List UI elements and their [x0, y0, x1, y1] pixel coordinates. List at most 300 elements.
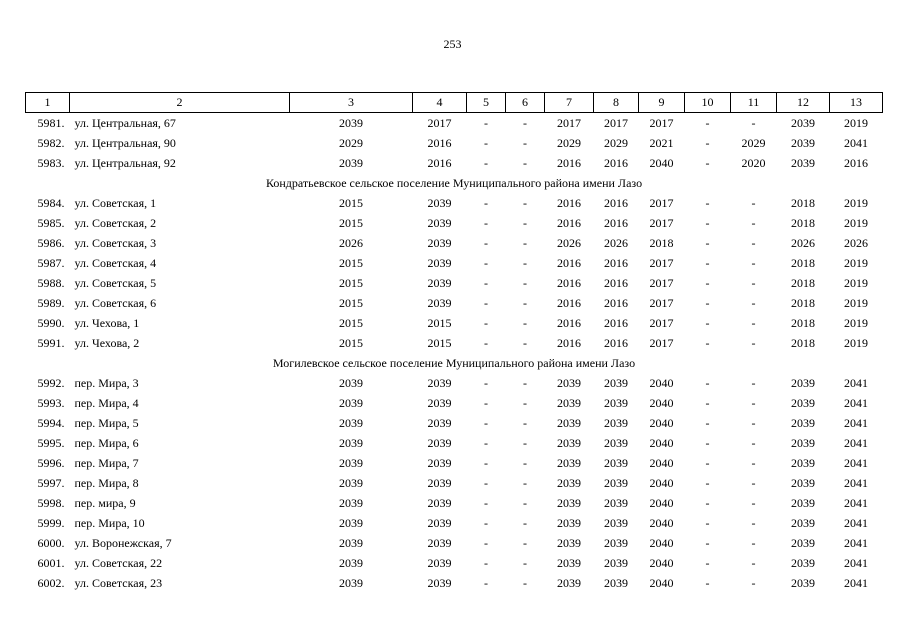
cell-col-10: - — [705, 575, 710, 590]
cell-col-3: 2015 — [339, 275, 363, 290]
cell-col-5: - — [484, 575, 488, 590]
cell-col-13: 2041 — [844, 495, 868, 510]
cell-col-11: - — [751, 275, 756, 290]
col-header: 7 — [545, 93, 594, 113]
cell-col-10: - — [705, 455, 710, 470]
cell-col-11: - — [751, 255, 756, 270]
cell-col-4: 2039 — [427, 395, 452, 410]
cell-col-10: - — [705, 535, 710, 550]
cell-col-10: - — [705, 115, 710, 130]
cell-col-12: 2039 — [791, 555, 815, 570]
cell-col-10: - — [705, 275, 710, 290]
cell-address: ул. Советская, 22 — [74, 555, 163, 570]
col-header: 13 — [830, 93, 883, 113]
cell-col-3: 2029 — [339, 135, 363, 150]
cell-col-10: - — [705, 415, 710, 430]
cell-col-10: - — [705, 255, 710, 270]
cell-col-12: 2018 — [791, 275, 815, 290]
cell-col-9: 2017 — [649, 295, 674, 310]
cell-row-number: 5989. — [37, 295, 65, 310]
cell-col-3: 2039 — [339, 115, 363, 130]
table-row — [26, 473, 883, 493]
cell-address: пер. мира, 9 — [74, 495, 136, 510]
cell-col-8: 2016 — [604, 295, 628, 310]
cell-col-3: 2039 — [339, 555, 363, 570]
cell-col-4: 2039 — [427, 255, 452, 270]
cell-col-4: 2039 — [427, 195, 452, 210]
table-row — [26, 513, 883, 533]
cell-col-4: 2039 — [427, 295, 452, 310]
cell-col-8: 2039 — [604, 515, 628, 530]
cell-col-9: 2040 — [649, 375, 674, 390]
cell-col-11: - — [751, 235, 756, 250]
cell-col-11: - — [751, 335, 756, 350]
cell-col-13: 2019 — [844, 195, 868, 210]
cell-col-11: - — [751, 475, 756, 490]
cell-col-3: 2039 — [339, 495, 363, 510]
cell-col-13: 2041 — [844, 135, 868, 150]
cell-col-7: 2016 — [557, 315, 581, 330]
cell-col-9: 2017 — [649, 195, 674, 210]
cell-col-12: 2039 — [791, 115, 815, 130]
cell-row-number: 5995. — [37, 435, 65, 450]
cell-col-7: 2029 — [557, 135, 581, 150]
table-row — [26, 533, 883, 553]
cell-col-12: 2039 — [791, 435, 815, 450]
cell-address: ул. Советская, 5 — [74, 275, 157, 290]
col-header: 4 — [413, 93, 467, 113]
cell-col-4: 2015 — [427, 315, 452, 330]
table-row — [26, 373, 883, 393]
table-row — [26, 193, 883, 213]
cell-col-10: - — [705, 395, 710, 410]
cell-col-6: - — [523, 495, 527, 510]
cell-col-4: 2039 — [427, 535, 452, 550]
cell-col-10: - — [705, 315, 710, 330]
cell-col-9: 2040 — [649, 495, 674, 510]
cell-col-13: 2041 — [844, 535, 868, 550]
cell-col-3: 2039 — [339, 575, 363, 590]
cell-col-6: - — [523, 395, 527, 410]
cell-col-9: 2017 — [649, 315, 674, 330]
cell-col-12: 2018 — [791, 195, 815, 210]
cell-col-7: 2039 — [557, 435, 581, 450]
cell-address: пер. Мира, 10 — [74, 515, 145, 530]
cell-row-number: 5984. — [37, 195, 65, 210]
cell-col-7: 2039 — [557, 495, 581, 510]
cell-col-12: 2039 — [791, 535, 815, 550]
cell-col-11: - — [751, 555, 756, 570]
cell-row-number: 5998. — [37, 495, 65, 510]
cell-row-number: 5993. — [37, 395, 65, 410]
cell-col-7: 2017 — [557, 115, 581, 130]
cell-col-3: 2039 — [339, 375, 363, 390]
cell-col-10: - — [705, 235, 710, 250]
cell-col-12: 2039 — [791, 515, 815, 530]
cell-col-13: 2019 — [844, 255, 868, 270]
cell-col-7: 2016 — [557, 255, 581, 270]
cell-col-12: 2018 — [791, 255, 815, 270]
cell-col-13: 2041 — [844, 575, 868, 590]
cell-col-11: - — [751, 415, 756, 430]
cell-address: ул. Центральная, 67 — [74, 115, 176, 130]
cell-col-10: - — [705, 155, 710, 170]
cell-col-4: 2016 — [427, 155, 452, 170]
cell-col-5: - — [484, 475, 488, 490]
cell-col-9: 2018 — [649, 235, 674, 250]
cell-col-4: 2016 — [427, 135, 452, 150]
cell-col-8: 2039 — [604, 495, 628, 510]
cell-row-number: 5983. — [37, 155, 65, 170]
table-row — [26, 413, 883, 433]
cell-col-8: 2026 — [604, 235, 628, 250]
table-row — [26, 493, 883, 513]
cell-col-12: 2039 — [791, 475, 815, 490]
cell-address: ул. Советская, 3 — [74, 235, 157, 250]
cell-col-9: 2021 — [649, 135, 674, 150]
cell-col-3: 2039 — [339, 435, 363, 450]
col-header: 6 — [506, 93, 545, 113]
cell-col-3: 2039 — [339, 475, 363, 490]
cell-col-9: 2040 — [649, 515, 674, 530]
cell-col-4: 2039 — [427, 235, 452, 250]
cell-address: пер. Мира, 5 — [74, 415, 139, 430]
cell-col-8: 2016 — [604, 335, 628, 350]
cell-col-3: 2039 — [339, 535, 363, 550]
cell-col-6: - — [523, 215, 527, 230]
cell-col-6: - — [523, 235, 527, 250]
cell-col-8: 2029 — [604, 135, 628, 150]
cell-col-5: - — [484, 495, 488, 510]
cell-address: пер. Мира, 7 — [74, 455, 139, 470]
table-row — [26, 393, 883, 413]
cell-col-6: - — [523, 455, 527, 470]
cell-col-9: 2017 — [649, 115, 674, 130]
cell-col-3: 2039 — [339, 395, 363, 410]
cell-row-number: 5987. — [37, 255, 65, 270]
cell-col-6: - — [523, 515, 527, 530]
table-row — [26, 273, 883, 293]
cell-col-11: - — [751, 535, 756, 550]
cell-col-12: 2039 — [791, 395, 815, 410]
cell-col-7: 2016 — [557, 295, 581, 310]
cell-col-12: 2018 — [791, 295, 815, 310]
cell-col-13: 2026 — [844, 235, 868, 250]
cell-col-8: 2039 — [604, 575, 628, 590]
cell-col-12: 2018 — [791, 315, 815, 330]
cell-col-6: - — [523, 315, 527, 330]
page-number: 253 — [443, 37, 462, 51]
cell-col-12: 2039 — [791, 375, 815, 390]
cell-col-11: 2020 — [741, 155, 766, 170]
cell-col-4: 2017 — [427, 115, 452, 130]
cell-row-number: 6002. — [37, 575, 65, 590]
cell-col-9: 2017 — [649, 335, 674, 350]
cell-col-4: 2039 — [427, 275, 452, 290]
cell-col-11: - — [751, 575, 756, 590]
cell-col-10: - — [705, 555, 710, 570]
cell-col-11: - — [751, 195, 756, 210]
cell-col-13: 2041 — [844, 475, 868, 490]
cell-col-5: - — [484, 195, 488, 210]
cell-col-7: 2039 — [557, 575, 581, 590]
cell-col-12: 2039 — [791, 495, 815, 510]
table-row — [26, 433, 883, 453]
cell-address: ул. Советская, 2 — [74, 215, 157, 230]
cell-col-5: - — [484, 535, 488, 550]
cell-address: ул. Советская, 4 — [74, 255, 157, 270]
cell-col-12: 2039 — [791, 135, 815, 150]
cell-col-3: 2039 — [339, 415, 363, 430]
cell-col-8: 2017 — [604, 115, 628, 130]
cell-address: пер. Мира, 6 — [74, 435, 139, 450]
cell-row-number: 5985. — [37, 215, 65, 230]
cell-col-6: - — [523, 375, 527, 390]
cell-col-9: 2040 — [649, 535, 674, 550]
cell-col-5: - — [484, 415, 488, 430]
col-header: 8 — [594, 93, 639, 113]
cell-col-13: 2016 — [844, 155, 868, 170]
cell-col-12: 2018 — [791, 215, 815, 230]
cell-col-13: 2041 — [844, 515, 868, 530]
cell-address: ул. Советская, 23 — [74, 575, 163, 590]
cell-col-8: 2016 — [604, 215, 628, 230]
cell-col-10: - — [705, 195, 710, 210]
cell-col-13: 2041 — [844, 455, 868, 470]
table-row — [26, 573, 883, 593]
cell-col-10: - — [705, 435, 710, 450]
col-header: 9 — [639, 93, 685, 113]
cell-col-6: - — [523, 195, 527, 210]
cell-col-6: - — [523, 415, 527, 430]
col-header: 3 — [290, 93, 413, 113]
cell-col-10: - — [705, 475, 710, 490]
cell-col-5: - — [484, 315, 488, 330]
cell-col-4: 2039 — [427, 435, 452, 450]
cell-col-5: - — [484, 155, 488, 170]
cell-col-8: 2039 — [604, 475, 628, 490]
cell-col-8: 2039 — [604, 415, 628, 430]
cell-row-number: 5981. — [37, 115, 65, 130]
cell-col-5: - — [484, 255, 488, 270]
table-row — [26, 113, 883, 134]
cell-row-number: 5990. — [37, 315, 65, 330]
cell-col-7: 2039 — [557, 515, 581, 530]
cell-col-3: 2026 — [339, 235, 363, 250]
cell-col-11: - — [751, 495, 756, 510]
col-header: 10 — [685, 93, 731, 113]
cell-col-6: - — [523, 335, 527, 350]
cell-col-13: 2019 — [844, 215, 868, 230]
cell-col-3: 2039 — [339, 155, 363, 170]
table-row — [26, 333, 883, 353]
cell-col-3: 2015 — [339, 295, 363, 310]
cell-address: ул. Воронежская, 7 — [74, 535, 172, 550]
cell-address: ул. Чехова, 1 — [74, 315, 140, 330]
section-row — [26, 353, 883, 373]
cell-col-7: 2039 — [557, 395, 581, 410]
cell-row-number: 6001. — [37, 555, 65, 570]
cell-col-12: 2018 — [791, 335, 815, 350]
cell-col-10: - — [705, 215, 710, 230]
cell-col-6: - — [523, 555, 527, 570]
cell-col-6: - — [523, 275, 527, 290]
cell-col-13: 2041 — [844, 375, 868, 390]
cell-col-3: 2015 — [339, 195, 363, 210]
cell-col-5: - — [484, 335, 488, 350]
cell-col-12: 2026 — [791, 235, 815, 250]
cell-col-11: - — [751, 315, 756, 330]
col-header: 5 — [467, 93, 506, 113]
table-row — [26, 153, 883, 173]
cell-col-7: 2039 — [557, 475, 581, 490]
cell-col-11: - — [751, 115, 756, 130]
cell-col-4: 2039 — [427, 495, 452, 510]
cell-col-4: 2039 — [427, 215, 452, 230]
cell-col-8: 2039 — [604, 555, 628, 570]
cell-col-6: - — [523, 295, 527, 310]
cell-col-6: - — [523, 475, 527, 490]
cell-col-9: 2040 — [649, 155, 674, 170]
table-row — [26, 213, 883, 233]
cell-row-number: 5997. — [37, 475, 65, 490]
cell-address: ул. Советская, 6 — [74, 295, 157, 310]
cell-col-4: 2039 — [427, 375, 452, 390]
col-header: 11 — [731, 93, 777, 113]
cell-col-13: 2041 — [844, 435, 868, 450]
cell-address: пер. Мира, 3 — [74, 375, 139, 390]
cell-col-7: 2039 — [557, 415, 581, 430]
cell-col-4: 2039 — [427, 575, 452, 590]
cell-col-5: - — [484, 455, 488, 470]
cell-col-6: - — [523, 535, 527, 550]
cell-col-7: 2039 — [557, 555, 581, 570]
cell-col-12: 2039 — [791, 575, 815, 590]
cell-address: ул. Центральная, 92 — [74, 155, 176, 170]
cell-col-6: - — [523, 255, 527, 270]
col-header: 2 — [70, 93, 290, 113]
cell-col-8: 2016 — [604, 155, 628, 170]
cell-row-number: 5999. — [37, 515, 65, 530]
cell-address: пер. Мира, 8 — [74, 475, 139, 490]
cell-col-6: - — [523, 575, 527, 590]
cell-col-6: - — [523, 115, 527, 130]
cell-col-7: 2039 — [557, 535, 581, 550]
register-table — [25, 92, 883, 593]
col-header: 1 — [26, 93, 70, 113]
cell-col-11: - — [751, 515, 756, 530]
cell-col-10: - — [705, 515, 710, 530]
cell-col-9: 2040 — [649, 555, 674, 570]
cell-col-12: 2039 — [791, 455, 815, 470]
cell-col-11: - — [751, 435, 756, 450]
cell-col-7: 2026 — [557, 235, 581, 250]
cell-col-9: 2017 — [649, 275, 674, 290]
cell-col-13: 2019 — [844, 275, 868, 290]
cell-col-8: 2016 — [604, 195, 628, 210]
cell-col-10: - — [705, 135, 710, 150]
cell-col-4: 2015 — [427, 335, 452, 350]
cell-col-3: 2039 — [339, 455, 363, 470]
section-row — [26, 173, 883, 193]
cell-col-7: 2039 — [557, 455, 581, 470]
cell-col-9: 2017 — [649, 215, 674, 230]
cell-row-number: 5982. — [37, 135, 65, 150]
cell-col-9: 2040 — [649, 475, 674, 490]
cell-col-8: 2039 — [604, 435, 628, 450]
cell-row-number: 5986. — [37, 235, 65, 250]
cell-col-3: 2015 — [339, 255, 363, 270]
cell-col-13: 2041 — [844, 555, 868, 570]
cell-col-9: 2040 — [649, 395, 674, 410]
cell-row-number: 6000. — [37, 535, 65, 550]
table-row — [26, 233, 883, 253]
col-header: 12 — [777, 93, 830, 113]
cell-col-5: - — [484, 295, 488, 310]
section-title: Кондратьевское сельское поселение Муниципального района имени Лазо — [265, 175, 643, 190]
cell-row-number: 5996. — [37, 455, 65, 470]
cell-col-5: - — [484, 435, 488, 450]
header-row — [26, 93, 883, 113]
register-body — [26, 113, 883, 594]
cell-address: пер. Мира, 4 — [74, 395, 139, 410]
cell-col-10: - — [705, 295, 710, 310]
cell-col-13: 2041 — [844, 395, 868, 410]
cell-col-6: - — [523, 135, 527, 150]
cell-col-6: - — [523, 155, 527, 170]
cell-col-7: 2016 — [557, 275, 581, 290]
cell-col-4: 2039 — [427, 415, 452, 430]
cell-col-5: - — [484, 215, 488, 230]
cell-col-9: 2040 — [649, 415, 674, 430]
cell-col-13: 2019 — [844, 295, 868, 310]
cell-col-9: 2017 — [649, 255, 674, 270]
section-title: Могилевское сельское поселение Муниципального района имени Лазо — [272, 355, 636, 370]
table-row — [26, 313, 883, 333]
table-row — [26, 453, 883, 473]
table-row — [26, 253, 883, 273]
cell-col-11: - — [751, 395, 756, 410]
cell-col-7: 2016 — [557, 195, 581, 210]
cell-col-4: 2039 — [427, 475, 452, 490]
cell-col-9: 2040 — [649, 435, 674, 450]
table-row — [26, 293, 883, 313]
cell-col-6: - — [523, 435, 527, 450]
cell-col-11: - — [751, 375, 756, 390]
cell-col-12: 2039 — [791, 155, 815, 170]
cell-col-4: 2039 — [427, 555, 452, 570]
cell-row-number: 5994. — [37, 415, 65, 430]
cell-col-10: - — [705, 375, 710, 390]
cell-col-3: 2015 — [339, 215, 363, 230]
cell-col-8: 2039 — [604, 455, 628, 470]
cell-col-7: 2016 — [557, 215, 581, 230]
cell-address: ул. Центральная, 90 — [74, 135, 176, 150]
cell-col-7: 2016 — [557, 335, 581, 350]
cell-col-8: 2039 — [604, 395, 628, 410]
cell-col-3: 2039 — [339, 515, 363, 530]
cell-col-5: - — [484, 555, 488, 570]
cell-col-5: - — [484, 375, 488, 390]
table-row — [26, 133, 883, 153]
cell-col-3: 2015 — [339, 315, 363, 330]
cell-col-12: 2039 — [791, 415, 815, 430]
cell-col-7: 2039 — [557, 375, 581, 390]
cell-col-13: 2019 — [844, 315, 868, 330]
cell-col-5: - — [484, 115, 488, 130]
cell-col-8: 2039 — [604, 375, 628, 390]
cell-col-10: - — [705, 335, 710, 350]
